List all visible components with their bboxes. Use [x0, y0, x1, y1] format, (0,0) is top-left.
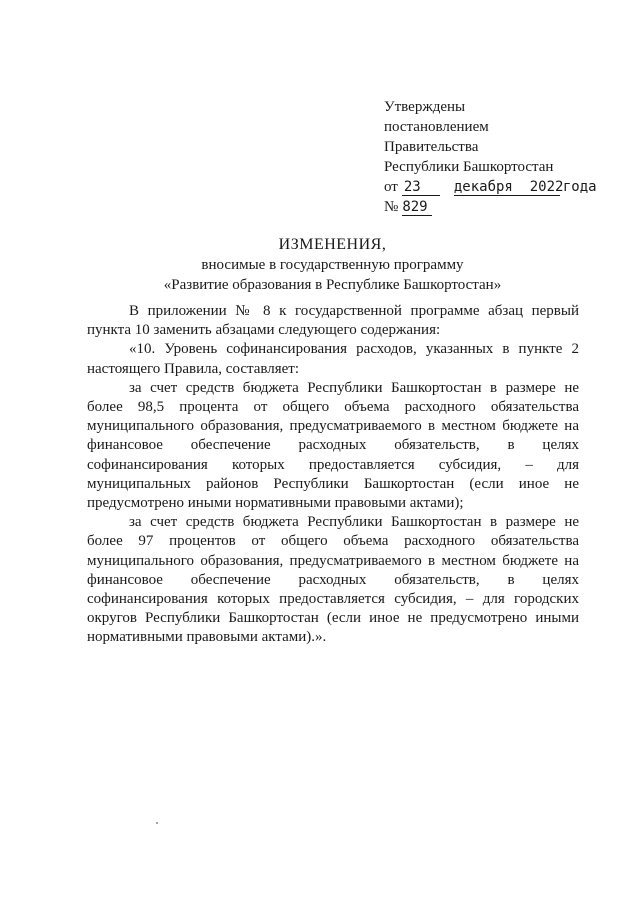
decree-number: 829 — [402, 200, 432, 216]
paragraph-2: «10. Уровень софинансирования расходов, указанных в пункте 2 настоящего Правила, составляет: — [87, 341, 579, 377]
date-year: 2022 — [529, 179, 564, 195]
date-month — [453, 179, 564, 196]
document-subheading: вносимые в государственную программу — [201, 257, 464, 273]
title-block — [0, 235, 640, 295]
program-name: «Развитие образования в Республике Башкортостан» — [163, 277, 502, 293]
approval-line-1: Утверждены — [384, 99, 466, 115]
scan-speck — [156, 822, 158, 824]
paragraph-1: В приложении № 8 к государственной программе абзац первый пункта 10 заменить абзацами следующего содержания: — [87, 303, 579, 339]
date-prefix: от — [384, 179, 398, 195]
document-body — [87, 302, 579, 648]
approval-line-3: Правительства — [384, 139, 479, 155]
date-year-suffix: года — [562, 179, 597, 195]
approval-number-line — [384, 197, 597, 217]
paragraph-3: за счет средств бюджета Республики Башкортостан в размере не более 98,5 процента от общего объема расходного обязательства муниципального образования, предусматриваемого в местном бюджете на финансовое обеспечение расходных обязательств, в целях софинансирования которых предоставляется субсидия, – для муниципальных районов Республики Башкортостан (если иное не предусмотрено иными нормативными правовыми актами); — [87, 379, 579, 512]
date-day: 23 — [402, 180, 440, 196]
approval-date-line — [384, 177, 597, 197]
approval-block — [384, 97, 597, 217]
document-heading: ИЗМЕНЕНИЯ, — [278, 236, 387, 253]
date-month-text: декабря — [453, 179, 513, 195]
number-prefix: № — [384, 199, 399, 215]
approval-line-4: Республики Башкортостан — [384, 159, 554, 175]
paragraph-4: за счет средств бюджета Республики Башкортостан в размере не более 97 процентов от общего объема расходного обязательства муниципального образования, предусматриваемого в местном бюджете на финансовое обеспечение расходных обязательств, в целях софинансирования которых предоставляется субсидия, – для городских округов Республики Башкортостан (если иное не предусмотрено иными нормативными правовыми актами).». — [87, 514, 579, 646]
approval-line-2: постановлением — [384, 119, 489, 135]
